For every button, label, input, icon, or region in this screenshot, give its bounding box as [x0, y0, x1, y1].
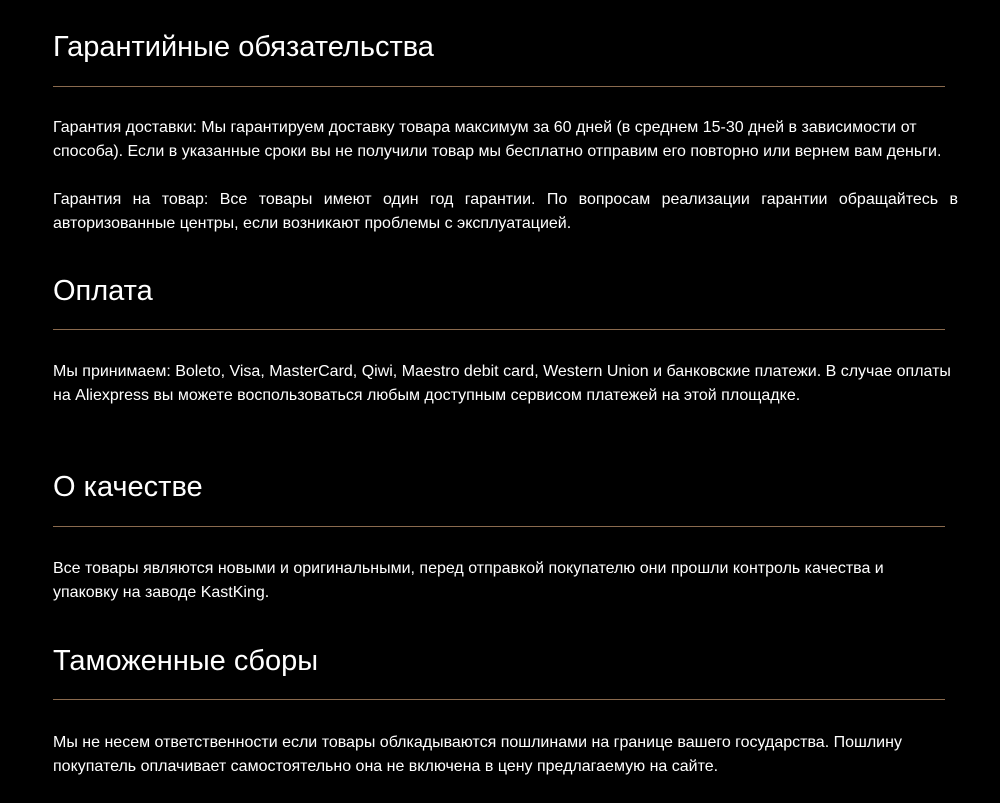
section-heading-payment: Оплата	[53, 275, 153, 307]
section-divider	[53, 329, 945, 330]
section-heading-customs: Таможенные сборы	[53, 645, 319, 677]
section-payment	[53, 273, 951, 413]
product-guarantee-text: Гарантия на товар: Все товары имеют один год гарантии. По вопросам реализации гарантии обращайтесь в авторизованные центры, если возникают проблемы с эксплуатацией.	[53, 191, 958, 232]
section-customs	[53, 643, 945, 793]
section-divider	[53, 699, 945, 700]
delivery-guarantee-text: Гарантия доставки: Мы гарантируем доставку товара максимум за 60 дней (в среднем 15-30 дней в зависимости от способа). Если в указанные сроки вы не получили товар мы бесплатно отправим его повторно или вернем вам деньги.	[53, 119, 942, 160]
section-heading-warranty: Гарантийные обязательства	[53, 31, 434, 63]
section-heading-quality: О качестве	[53, 471, 203, 503]
section-divider	[53, 86, 945, 87]
quality-text: Все товары являются новыми и оригинальными, перед отправкой покупателю они прошли контроль качества и упаковку на заводе KastKing.	[53, 560, 884, 601]
payment-methods-text: Мы принимаем: Boleto, Visa, MasterCard, Qiwi, Maestro debit card, Western Union и банковские платежи. В случае оплаты на Aliexpress вы можете воспользоваться любым доступным сервисом платежей на этой площадке.	[53, 363, 951, 404]
section-divider	[53, 526, 945, 527]
section-quality	[53, 469, 945, 609]
section-warranty	[53, 29, 958, 239]
customs-text: Мы не несем ответственности если товары облкадываются пошлинами на границе вашего государства. Пошлину покупатель оплачивает самостоятельно она не включена в цену предлагаемую на сайте.	[53, 734, 902, 775]
